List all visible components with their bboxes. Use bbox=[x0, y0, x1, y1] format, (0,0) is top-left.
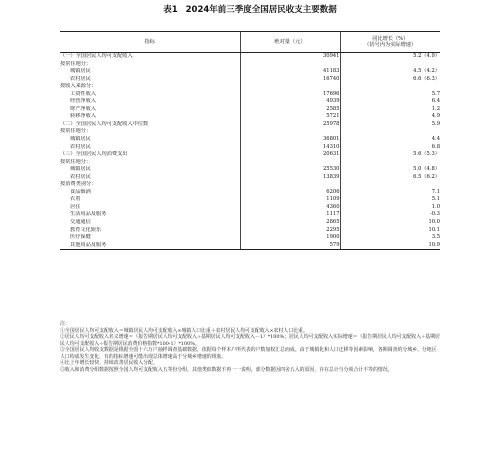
row-label: 其他用品及服务 bbox=[60, 242, 240, 250]
row-growth: 5.2（4.9） bbox=[340, 53, 440, 61]
row-value bbox=[240, 83, 340, 91]
row-value: 17696 bbox=[240, 91, 340, 99]
footnotes bbox=[60, 321, 440, 373]
row-label: 按常住地分： bbox=[60, 158, 92, 165]
row-value: 36801 bbox=[240, 136, 340, 144]
row-value bbox=[240, 181, 340, 189]
table-row bbox=[60, 204, 440, 212]
header-value: 绝对量（元） bbox=[240, 32, 340, 53]
row-growth: -0.3 bbox=[340, 211, 440, 219]
table-row bbox=[60, 106, 440, 114]
table-row bbox=[60, 61, 440, 69]
row-value: 6206 bbox=[240, 189, 340, 197]
row-label: 经营净收入 bbox=[70, 98, 96, 105]
row-label: （三）全国居民人均消费支出 bbox=[60, 151, 128, 158]
row-growth: 6.8 bbox=[340, 144, 440, 152]
table-row bbox=[60, 91, 440, 99]
table-row bbox=[60, 68, 440, 76]
table-row bbox=[60, 234, 440, 242]
row-label: 农村居民 bbox=[70, 143, 91, 150]
row-growth: 1.0 bbox=[340, 204, 440, 212]
row-value bbox=[240, 159, 340, 167]
row-value: 5721 bbox=[240, 113, 340, 121]
row-growth: 1.2 bbox=[340, 106, 440, 114]
row-growth bbox=[340, 83, 440, 91]
row-value: 14310 bbox=[240, 144, 340, 152]
row-label: （一）全国居民人均可支配收入 bbox=[60, 53, 133, 59]
table-row bbox=[60, 121, 440, 129]
table-row bbox=[60, 189, 440, 197]
row-value: 25530 bbox=[240, 166, 340, 174]
income-expenditure-table bbox=[60, 31, 440, 250]
row-value: 2585 bbox=[240, 106, 340, 114]
row-growth bbox=[340, 128, 440, 136]
row-growth bbox=[340, 159, 440, 167]
table-row bbox=[60, 83, 440, 91]
table-row bbox=[60, 136, 440, 144]
table-row bbox=[60, 128, 440, 136]
row-growth bbox=[340, 181, 440, 189]
footnote-item: ③全国居民人均收支数据是根据全国十六万户抽样调查基础数据，依据每个样本户所代表的户数加权汇总而成。由于城镇化和人口迁移等因素影响，各期调查的分城乡、分地区人口构成发生变化，有的指标增速可能出现总体增速高于分城乡增速的现象。 bbox=[60, 347, 437, 360]
table-row bbox=[60, 227, 440, 235]
header-growth bbox=[340, 32, 440, 53]
row-value bbox=[240, 61, 340, 69]
table-row bbox=[60, 113, 440, 121]
table-row bbox=[60, 174, 440, 182]
table-title-text: 2024年前三季度全国居民收支主要数据 bbox=[185, 5, 337, 15]
row-label: 医疗保健 bbox=[70, 234, 91, 241]
row-label: 城镇居民 bbox=[70, 166, 91, 173]
row-value: 2295 bbox=[240, 227, 340, 235]
row-label: 城镇居民 bbox=[70, 68, 91, 75]
table-row bbox=[60, 144, 440, 152]
row-label: 生活用品及服务 bbox=[70, 211, 107, 218]
row-label: 按常住地分： bbox=[60, 60, 92, 67]
row-label: 转移净收入 bbox=[70, 113, 96, 120]
row-growth: 5.6（5.3） bbox=[340, 151, 440, 159]
row-value: 1117 bbox=[240, 211, 340, 219]
row-growth: 10.9 bbox=[340, 242, 440, 250]
row-growth: 4.5（4.2） bbox=[340, 68, 440, 76]
row-label: 城镇居民 bbox=[70, 136, 91, 143]
table-row bbox=[60, 151, 440, 159]
row-value: 4939 bbox=[240, 98, 340, 106]
footnote-item: ④比上年增长较快，持续改善居民收入分配。 bbox=[60, 360, 158, 367]
row-growth: 4.4 bbox=[340, 136, 440, 144]
row-growth: 5.0（4.8） bbox=[340, 166, 440, 174]
row-value: 30941 bbox=[240, 53, 340, 61]
table-row bbox=[60, 196, 440, 204]
header-growth-line1: 同比增长（%） bbox=[372, 35, 409, 42]
row-growth: 6.4 bbox=[340, 98, 440, 106]
table-row bbox=[60, 211, 440, 219]
row-growth: 5.7 bbox=[340, 91, 440, 99]
row-label: 农村居民 bbox=[70, 75, 91, 82]
row-label: 教育文化娱乐 bbox=[70, 226, 102, 233]
row-label: 衣着 bbox=[70, 196, 81, 203]
row-label: 交通通信 bbox=[70, 219, 91, 226]
row-label: 按收入来源分： bbox=[60, 83, 97, 90]
table-row bbox=[60, 166, 440, 174]
row-value: 2865 bbox=[240, 219, 340, 227]
row-value: 25978 bbox=[240, 121, 340, 129]
row-growth: 3.5 bbox=[340, 234, 440, 242]
row-label: 农村居民 bbox=[70, 173, 91, 180]
row-growth: 5.1 bbox=[340, 196, 440, 204]
table-row bbox=[60, 181, 440, 189]
row-value: 41183 bbox=[240, 68, 340, 76]
row-label: 按消费类别分： bbox=[60, 181, 97, 188]
table-row bbox=[60, 53, 440, 61]
row-growth: 6.5（6.2） bbox=[340, 174, 440, 182]
row-value: 1109 bbox=[240, 196, 340, 204]
row-growth: 5.9 bbox=[340, 121, 440, 129]
row-growth bbox=[340, 61, 440, 69]
row-value: 4360 bbox=[240, 204, 340, 212]
row-growth: 7.1 bbox=[340, 189, 440, 197]
footnote-item: ⑤收入和消费分组数据按照全国人均可支配收入五等份分组，其他类似数据不再一一说明，部分数据因四舍五入的原因，存在总计与分项合计不等的情况。 bbox=[60, 366, 393, 373]
table-header-row bbox=[60, 32, 440, 53]
row-label: 按常住地分： bbox=[60, 128, 92, 135]
row-value: 20631 bbox=[240, 151, 340, 159]
table-number: 表1 bbox=[163, 5, 178, 15]
row-label: 工资性收入 bbox=[70, 90, 96, 97]
row-value: 1900 bbox=[240, 234, 340, 242]
row-growth: 4.9 bbox=[340, 113, 440, 121]
row-growth: 10.1 bbox=[340, 227, 440, 235]
row-growth: 10.0 bbox=[340, 219, 440, 227]
header-growth-line2: （括号内为实际增速） bbox=[364, 42, 417, 48]
table-row bbox=[60, 76, 440, 84]
row-value bbox=[240, 128, 340, 136]
row-label: （二）全国居民人均可支配收入中位数 bbox=[60, 120, 149, 127]
row-label: 居住 bbox=[70, 203, 81, 210]
footnote-item: ②居民人均可支配收入名义增速＝（报告期居民人均可支配收入÷基期居民人均可支配收入－1）*100%；居民人均可支配收入实际增速＝（报告期居民人均可支配收入÷基期居民人均可支配收入÷报告期居民消费价格指数*100-1）*100%。 bbox=[60, 334, 440, 347]
footnote-item: ①全国居民人均可支配收入＝城镇居民人均可支配收入×城镇人口比重＋农村居民人均可支配收入×农村人口比重。 bbox=[60, 327, 308, 334]
table-row bbox=[60, 242, 440, 250]
row-value: 579 bbox=[240, 242, 340, 250]
table-row bbox=[60, 159, 440, 167]
row-value: 13839 bbox=[240, 174, 340, 182]
header-indicator: 指标 bbox=[60, 32, 240, 53]
table-body bbox=[60, 53, 440, 250]
table-row bbox=[60, 219, 440, 227]
table-title bbox=[0, 3, 500, 15]
row-growth: 6.6（6.3） bbox=[340, 76, 440, 84]
row-value: 16740 bbox=[240, 76, 340, 84]
row-label: 财产净收入 bbox=[70, 105, 96, 112]
table-row bbox=[60, 98, 440, 106]
notes-heading: 注： bbox=[60, 321, 70, 327]
row-label: 食品烟酒 bbox=[70, 188, 91, 195]
